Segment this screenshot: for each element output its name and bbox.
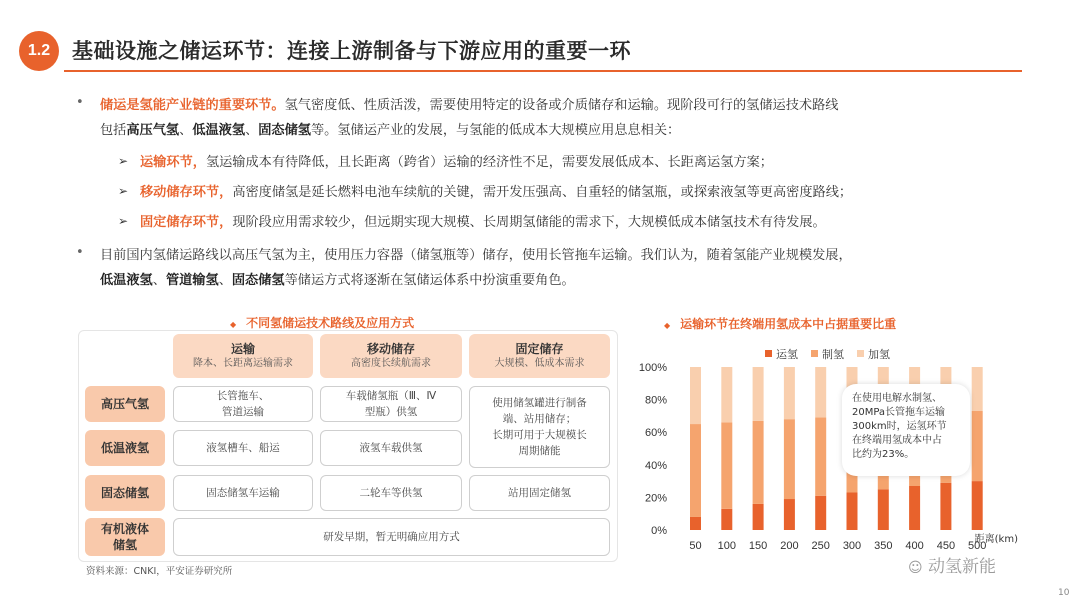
y-tick-label: 100% bbox=[638, 362, 667, 374]
col-header-fixed bbox=[469, 334, 610, 378]
table-cell-merged bbox=[469, 386, 610, 468]
diamond-bullet-icon: ◆ bbox=[664, 321, 671, 330]
section-number-badge: 1.2 bbox=[19, 31, 59, 71]
source-note: 资料来源：CNKI，平安证券研究所 bbox=[86, 566, 233, 577]
arrow-bullet-icon: ➢ bbox=[118, 154, 129, 168]
bar-segment bbox=[784, 419, 795, 499]
cell-line: 液氢槽车、船运 bbox=[206, 442, 280, 454]
paragraph-1-line-2 bbox=[100, 117, 680, 144]
y-tick-label: 0% bbox=[651, 525, 667, 537]
bullet-dot-icon: • bbox=[76, 245, 84, 260]
x-tick-label: 50 bbox=[689, 540, 702, 552]
x-axis-label: 距离(km) bbox=[974, 534, 1018, 545]
cell-line: 固态储氢车运输 bbox=[206, 487, 280, 499]
route-solid-storage: 固态储氢 bbox=[258, 123, 311, 138]
x-tick-label: 450 bbox=[936, 540, 956, 552]
row-header-line: 储氢 bbox=[112, 538, 137, 552]
bar-segment bbox=[815, 367, 826, 418]
chart-title bbox=[664, 315, 896, 332]
cell-line: 型瓶）供氢 bbox=[364, 406, 418, 418]
table-cell bbox=[173, 475, 313, 511]
subitem-text: 氢运输成本有待降低，且长距离（跨省）运输的经济性不足，需要发展低成本、长距离运氢方案； bbox=[205, 155, 773, 170]
bar-segment bbox=[878, 489, 889, 530]
route-liquid-hydrogen: 低温液氢 bbox=[100, 273, 153, 288]
cell-line: 站用固定储氢 bbox=[508, 487, 571, 499]
table-cell bbox=[320, 430, 462, 466]
x-tick-label: 100 bbox=[717, 540, 736, 552]
bar-segment bbox=[909, 486, 920, 530]
cell-line: 液氢车载供氢 bbox=[359, 442, 423, 454]
bar-segment bbox=[721, 367, 732, 422]
body-text: 等储运方式将逐渐在氢储运体系中扮演重要角色。 bbox=[284, 273, 575, 288]
legend-label: 加氢 bbox=[868, 348, 890, 361]
table-cell bbox=[320, 475, 462, 511]
bar-segment bbox=[753, 504, 764, 530]
x-tick-label: 400 bbox=[905, 540, 924, 552]
bar-segment bbox=[972, 367, 983, 411]
bar-segment bbox=[784, 499, 795, 530]
cell-line: 周期储能 bbox=[518, 445, 561, 457]
route-liquid-hydrogen: 低温液氢 bbox=[192, 123, 246, 138]
cell-line: 使用储氢罐进行制备 bbox=[492, 397, 587, 409]
separator: 、 bbox=[152, 273, 166, 288]
table-cell bbox=[469, 475, 610, 511]
subitem-label: 运输环节， bbox=[140, 155, 206, 170]
y-tick-label: 40% bbox=[644, 459, 667, 472]
table-cell bbox=[173, 430, 313, 466]
body-text: 等。氢储运产业的发展，与氢能的低成本大规模应用息息相关： bbox=[311, 123, 681, 138]
col-header-name: 移动储存 bbox=[366, 342, 415, 356]
x-tick-label: 500 bbox=[968, 540, 987, 552]
bar-segment bbox=[940, 483, 951, 530]
row-header-organic-liquid bbox=[85, 518, 165, 556]
x-tick-label: 250 bbox=[811, 540, 830, 552]
legend-swatch bbox=[765, 350, 772, 357]
row-header-liquid: 低温液氢 bbox=[85, 430, 165, 466]
subitem-transport bbox=[140, 149, 773, 176]
subitem-mobile-storage bbox=[140, 179, 852, 206]
y-tick-label: 20% bbox=[644, 492, 667, 505]
subitem-text: 高密度储氢是延长燃料电池车续航的关键，需开发压强高、自重轻的储氢瓶，或探索液氢等更高密度路线； bbox=[232, 185, 853, 200]
diamond-bullet-icon: ◆ bbox=[230, 320, 237, 329]
watermark-text: 动氢新能 bbox=[928, 557, 997, 577]
y-tick-label: 80% bbox=[644, 394, 667, 407]
table-title-text: 不同氢储运技术路线及应用方式 bbox=[246, 316, 415, 330]
x-tick-label: 300 bbox=[842, 540, 862, 552]
bar-segment bbox=[847, 493, 858, 530]
arrow-bullet-icon: ➢ bbox=[118, 214, 129, 228]
cell-line: 长期可用于大规模长 bbox=[492, 429, 587, 441]
legend-label: 制氢 bbox=[822, 348, 844, 361]
cell-line: 管道运输 bbox=[222, 406, 264, 418]
chart-title-text: 运输环节在终端用氢成本中占据重要比重 bbox=[680, 317, 897, 331]
col-header-desc: 降本、长距离运输需求 bbox=[193, 358, 293, 369]
annotation-line: 在使用电解水制氢、 bbox=[852, 393, 942, 404]
bar-segment bbox=[690, 517, 701, 530]
y-tick-label: 60% bbox=[644, 427, 667, 440]
body-text: 氢气密度低、性质活泼，需要使用特定的设备或介质储存和运输。现阶段可行的氢储运技术路线 bbox=[284, 98, 839, 113]
highlight-text: 储运是氢能产业链的重要环节。 bbox=[100, 98, 285, 113]
col-header-name: 运输 bbox=[230, 342, 255, 356]
legend-label: 运氢 bbox=[776, 348, 798, 361]
bar-segment bbox=[784, 367, 795, 419]
bar-segment bbox=[721, 509, 732, 530]
bar-segment bbox=[753, 421, 764, 504]
paragraph-1-line-1 bbox=[100, 92, 839, 119]
col-header-mobile bbox=[320, 334, 462, 378]
separator: 、 bbox=[245, 123, 259, 138]
row-header-solid: 固态储氢 bbox=[85, 475, 165, 511]
route-high-pressure-gas: 高压气氢 bbox=[126, 123, 180, 138]
col-header-desc: 高密度长续航需求 bbox=[351, 358, 431, 369]
bar-segment bbox=[972, 411, 983, 481]
subitem-fixed-storage bbox=[140, 209, 826, 236]
cell-line: 车载储氢瓶（Ⅲ、Ⅳ bbox=[345, 390, 437, 402]
table-cell-merged bbox=[173, 518, 610, 556]
annotation-line: 在终端用氢成本中占 bbox=[852, 435, 942, 446]
col-header-name: 固定储存 bbox=[515, 342, 564, 356]
bullet-dot-icon: • bbox=[76, 95, 84, 110]
annotation-line: 20MPa长管拖车运输 bbox=[852, 407, 946, 418]
separator: 、 bbox=[179, 123, 193, 138]
row-header-high-pressure: 高压气氢 bbox=[85, 386, 165, 422]
arrow-bullet-icon: ➢ bbox=[118, 184, 129, 198]
paragraph-2-line-1: 目前国内氢储运路线以高压气氢为主，使用压力容器（储氢瓶等）储存，使用长管拖车运输。我们认为，随着氢能产业规模发展， bbox=[100, 248, 852, 263]
table-cell bbox=[173, 386, 313, 422]
wechat-icon: ☺ bbox=[908, 560, 923, 576]
bar-segment bbox=[753, 367, 764, 421]
x-tick-label: 150 bbox=[748, 540, 768, 552]
x-tick-label: 350 bbox=[874, 540, 893, 552]
cell-line: 端、站用储存； bbox=[502, 413, 577, 425]
legend-swatch bbox=[857, 350, 864, 357]
cell-line: 长管拖车、 bbox=[216, 390, 270, 402]
subitem-text: 现阶段应用需求较少，但远期实现大规模、长周期氢储能的需求下，大规模低成本储氢技术有待发展。 bbox=[232, 215, 826, 230]
route-pipeline: 管道输氢 bbox=[165, 273, 219, 288]
legend-swatch bbox=[811, 350, 818, 357]
table-cell bbox=[320, 386, 462, 422]
paragraph-2-line-2 bbox=[100, 267, 575, 294]
separator: 、 bbox=[218, 273, 232, 288]
body-text: 包括 bbox=[100, 123, 127, 138]
page-title: 基础设施之储运环节：连接上游制备与下游应用的重要一环 bbox=[72, 39, 631, 63]
bar-segment bbox=[972, 481, 983, 530]
table-title bbox=[230, 314, 414, 331]
bar-segment bbox=[690, 367, 701, 424]
title-divider bbox=[64, 70, 1022, 72]
row-header-line: 有机液体 bbox=[100, 522, 149, 536]
bar-segment bbox=[721, 422, 732, 508]
bar-segment bbox=[815, 496, 826, 530]
annotation-line: 比约为23%。 bbox=[852, 449, 915, 460]
bar-segment bbox=[815, 418, 826, 496]
cell-line: 二轮车等供氢 bbox=[359, 487, 423, 499]
x-tick-label: 200 bbox=[780, 540, 799, 552]
subitem-label: 移动储存环节， bbox=[140, 185, 233, 200]
annotation-line: 300km时，运氢环节 bbox=[852, 421, 947, 432]
watermark bbox=[908, 552, 996, 577]
page-number: 10 bbox=[1058, 588, 1070, 598]
cell-line: 研发早期，暂无明确应用方式 bbox=[323, 531, 460, 543]
bar-segment bbox=[690, 424, 701, 517]
col-header-transport bbox=[173, 334, 313, 378]
chart-annotation-callout bbox=[842, 384, 970, 476]
subitem-label: 固定储存环节， bbox=[140, 215, 233, 230]
col-header-desc: 大规模、低成本需求 bbox=[494, 358, 585, 369]
route-solid-storage: 固态储氢 bbox=[231, 273, 285, 288]
